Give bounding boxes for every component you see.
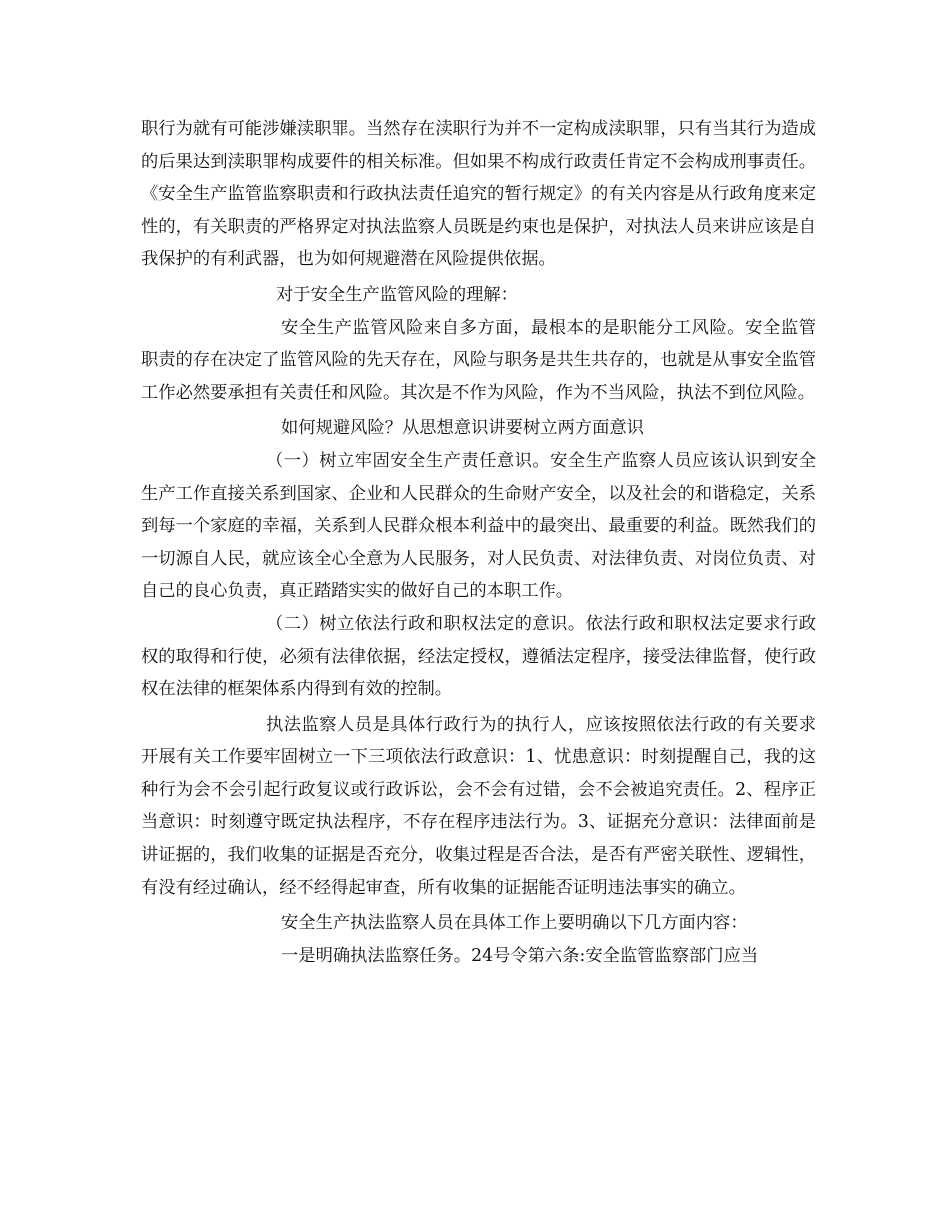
paragraph-avoid-risk-heading: 如何规避风险？从思想意识讲要树立两方面意识	[281, 418, 644, 439]
paragraph-three-awareness: 执法监察人员是具体行政行为的执行人，应该按照依法行政的有关要求开展有关工作要牢固树立一下三项依法行政意识：1、忧患意识：时刻提醒自己，我的这种行为会不会引起行政复议或行政诉讼，会不会有过错，会不会被追究责任。2、程序正当意识：时刻遵守既定执法程序，不存在程序违法行为。3、证据充分意识：法律面前是讲证据的，我们收集的证据是否充分，收集过程是否合法，是否有严密关联性、逻辑性，有没有经过确认，经不经得起审查，所有收集的证据能否证明违法事实的确立。	[141, 714, 816, 898]
paragraph-lawful-administration: （二）树立依法行政和职权法定的意识。依法行政和职权法定要求行政权的取得和行使，必须有法律依据，经法定授权，遵循法定程序，接受法律监督，使行政权在法律的框架体系内得到有效的控制。	[141, 613, 816, 700]
document-body	[141, 113, 816, 972]
paragraph-task-one: 一是明确执法监察任务。24号令第六条:安全监管监察部门应当	[281, 945, 759, 966]
paragraph-work-content-heading: 安全生产执法监察人员在具体工作上要明确以下几方面内容：	[281, 913, 748, 934]
paragraph-risk-sources: 安全生产监管风险来自多方面，最根本的是职能分工风险。安全监管职责的存在决定了监管风险的先天存在，风险与职务是共生共存的，也就是从事安全监管工作必然要承担有关责任和风险。其次是不作为风险，作为不当风险，执法不到位风险。	[141, 317, 816, 403]
paragraph-dereliction-of-duty: 职行为就有可能涉嫌渎职罪。当然存在渎职行为并不一定构成渎职罪，只有当其行为造成的后果达到渎职罪构成要件的相关标准。但如果不构成行政责任肯定不会构成刑事责任。《安全生产监管监察职责和行政执法责任追究的暂行规定》的有关内容是从行政角度来定性的，有关职责的严格界定对执法监察人员既是约束也是保护，对执法人员来讲应该是自我保护的有利武器，也为如何规避潜在风险提供依据。	[141, 119, 816, 270]
paragraph-risk-understanding-heading: 对于安全生产监管风险的理解：	[276, 284, 518, 305]
paragraph-responsibility-awareness: （一）树立牢固安全生产责任意识。安全生产监察人员应该认识到安全生产工作直接关系到国家、企业和人民群众的生命财产安全，以及社会的和谐稳定，关系到每一个家庭的幸福，关系到人民群众根本利益中的最突出、最重要的利益。既然我们的一切源自人民，就应该全心全意为人民服务，对人民负责、对法律负责、对岗位负责、对自己的良心负责，真正踏踏实实的做好自己的本职工作。	[141, 450, 816, 602]
